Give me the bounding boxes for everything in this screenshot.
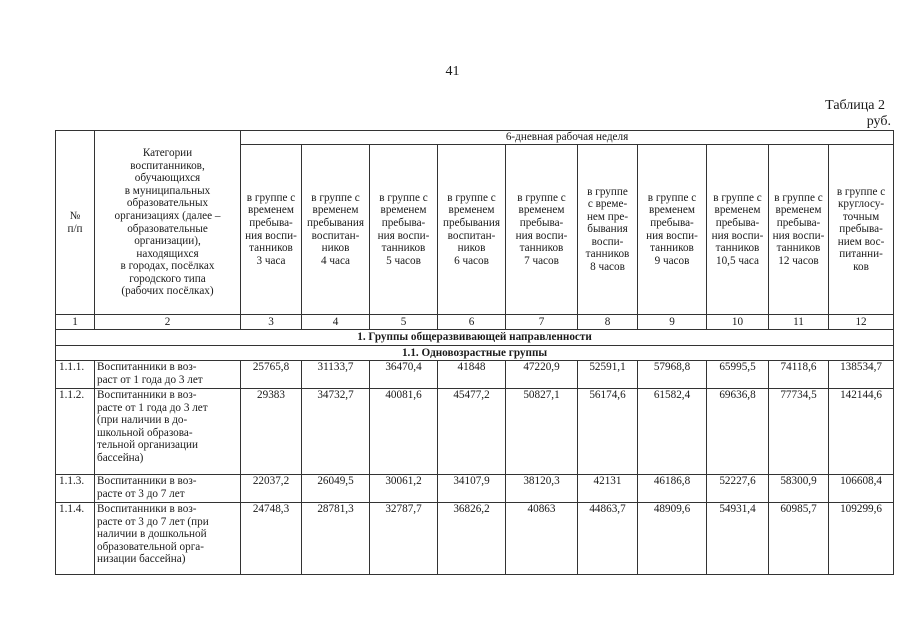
section-row	[56, 330, 894, 346]
column-number-row	[56, 315, 894, 330]
row-value: 38120,3	[506, 475, 578, 503]
row-value: 47220,9	[506, 361, 578, 389]
row-value: 65995,5	[707, 361, 769, 389]
table-row	[56, 475, 894, 503]
row-value: 40081,6	[370, 389, 438, 475]
row-value: 48909,6	[638, 503, 707, 575]
header-subcolumn: в группе с круглосу- точным пребыва- нием вос- питанни- ков	[829, 145, 894, 315]
row-value: 31133,7	[302, 361, 370, 389]
row-value: 26049,5	[302, 475, 370, 503]
row-number: 1.1.2.	[56, 389, 95, 475]
subsection-row	[56, 346, 894, 361]
row-value: 74118,6	[769, 361, 829, 389]
tariff-table	[55, 130, 894, 575]
column-number: 6	[438, 315, 506, 330]
header-subcolumn: в группе с временем пребыва- ния воспи- танников 5 часов	[370, 145, 438, 315]
row-value: 57968,8	[638, 361, 707, 389]
row-value: 25765,8	[241, 361, 302, 389]
header-subcolumn: в группе с временем пребыва- ния воспи- танников 12 часов	[769, 145, 829, 315]
header-week-group: 6-дневная рабочая неделя	[241, 131, 894, 145]
column-number: 2	[95, 315, 241, 330]
row-value: 34732,7	[302, 389, 370, 475]
row-value: 34107,9	[438, 475, 506, 503]
header-subcolumn: в группе с временем пребыва- ния воспи- танников 10,5 часа	[707, 145, 769, 315]
row-value: 36826,2	[438, 503, 506, 575]
table-row	[56, 361, 894, 389]
row-value: 44863,7	[578, 503, 638, 575]
column-number: 8	[578, 315, 638, 330]
row-category: Воспитанники в воз- раст от 1 года до 3 лет	[95, 361, 241, 389]
header-subcolumn: в группе с временем пребывания воспитан- ников 6 часов	[438, 145, 506, 315]
column-number: 10	[707, 315, 769, 330]
section-title-main: 1. Группы общеразвивающей направленности	[56, 330, 894, 346]
table-row	[56, 503, 894, 575]
row-value: 32787,7	[370, 503, 438, 575]
header-subcolumn: в группе с време- нем пре- бывания воспи- танников 8 часов	[578, 145, 638, 315]
header-subcolumn: в группе с временем пребыва- ния воспи- танников 7 часов	[506, 145, 578, 315]
unit-label: руб.	[866, 114, 891, 129]
row-value: 138534,7	[829, 361, 894, 389]
column-number: 12	[829, 315, 894, 330]
row-value: 61582,4	[638, 389, 707, 475]
column-number: 7	[506, 315, 578, 330]
table-row	[56, 389, 894, 475]
column-number: 11	[769, 315, 829, 330]
row-number: 1.1.3.	[56, 475, 95, 503]
row-value: 58300,9	[769, 475, 829, 503]
column-number: 1	[56, 315, 95, 330]
row-value: 40863	[506, 503, 578, 575]
column-number: 4	[302, 315, 370, 330]
header-subcolumn: в группе с временем пребыва- ния воспи- танников 3 часа	[241, 145, 302, 315]
row-value: 69636,8	[707, 389, 769, 475]
row-number: 1.1.1.	[56, 361, 95, 389]
row-value: 77734,5	[769, 389, 829, 475]
row-value: 109299,6	[829, 503, 894, 575]
header-row-number: № п/п	[56, 131, 95, 315]
row-value: 28781,3	[302, 503, 370, 575]
row-category: Воспитанники в воз- расте от 3 до 7 лет	[95, 475, 241, 503]
row-value: 46186,8	[638, 475, 707, 503]
row-value: 142144,6	[829, 389, 894, 475]
row-value: 30061,2	[370, 475, 438, 503]
row-value: 22037,2	[241, 475, 302, 503]
row-value: 50827,1	[506, 389, 578, 475]
section-title-sub: 1.1. Одновозрастные группы	[56, 346, 894, 361]
column-number: 3	[241, 315, 302, 330]
header-subcolumn: в группе с временем пребывания воспитан- ников 4 часа	[302, 145, 370, 315]
column-number: 9	[638, 315, 707, 330]
row-category: Воспитанники в воз- расте от 1 года до 3 лет (при наличии в до- школьной образова- тельной организации бассейна)	[95, 389, 241, 475]
row-value: 42131	[578, 475, 638, 503]
row-value: 41848	[438, 361, 506, 389]
header-category: Категории воспитанников, обучающихся в муниципальных образовательных организациях (далее – образовательные организации), находящихся в городах, посёлках городского типа (рабочих посёлках)	[95, 131, 241, 315]
row-value: 29383	[241, 389, 302, 475]
row-value: 56174,6	[578, 389, 638, 475]
column-number: 5	[370, 315, 438, 330]
row-value: 52591,1	[578, 361, 638, 389]
page-number: 41	[445, 64, 460, 79]
table-label: Таблица 2	[825, 98, 885, 113]
row-value: 52227,6	[707, 475, 769, 503]
row-value: 106608,4	[829, 475, 894, 503]
row-value: 45477,2	[438, 389, 506, 475]
header-subcolumn: в группе с временем пребыва- ния воспи- танников 9 часов	[638, 145, 707, 315]
row-value: 36470,4	[370, 361, 438, 389]
row-value: 24748,3	[241, 503, 302, 575]
row-number: 1.1.4.	[56, 503, 95, 575]
row-category: Воспитанники в воз- расте от 3 до 7 лет (при наличии в дошкольной образовательной орга- низации бассейна)	[95, 503, 241, 575]
row-value: 60985,7	[769, 503, 829, 575]
row-value: 54931,4	[707, 503, 769, 575]
